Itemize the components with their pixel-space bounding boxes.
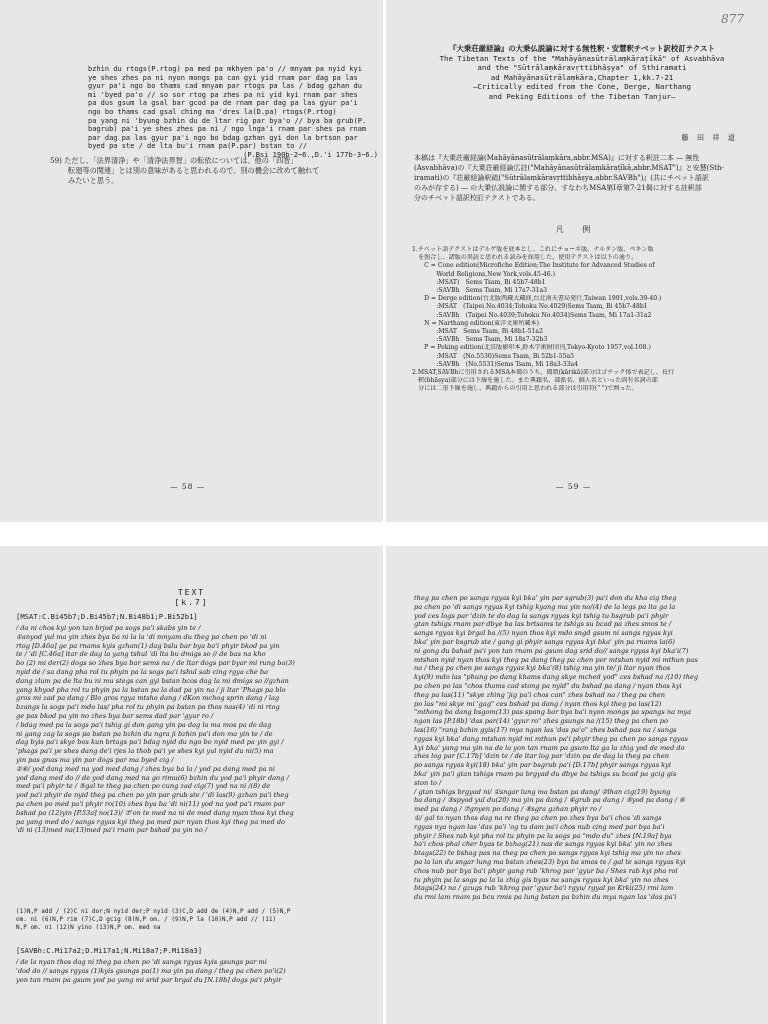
text-line: :SAVBh Sems Tsam, Mi 17a7-31a3 <box>412 287 547 295</box>
text-line: iramati)の『荘厳経論釈疏("Sūtrālaṃkāravṛttibhāṣya,abbr.SAVBh")』(共にチベット語訳 <box>414 174 710 182</box>
page-number: — 58 — <box>170 482 206 491</box>
text-line: rtog [D.46a] ge pa rnams kyis gzhan(1) dag bslu bar bya ba'i phyir bkod pa yin <box>16 641 280 650</box>
text-line: 2.MSAT,SAVBhに引用されるMSA本偈のうち、偈頌(kārikā)部分はゴチック体で表記し、長行 <box>412 369 675 377</box>
text-line: bzangs la sogs pa'i mdo las/ pha rol tu phyin pa bstan pa thos nas(4) 'di ni rtog <box>16 703 280 712</box>
title-en-line: ad Mahāyānasūtrālaṃkāra,Chapter 1,kk.7-21 <box>490 72 674 82</box>
page-58 <box>0 0 383 522</box>
text-line: "mthong ba dang bsgom(13) pas spang bar bya ba'i nyon mongs pa spangs na mya <box>414 708 691 717</box>
text-line: kyi bka' yang ma yin na de la yon tan rnam pa gsum lta ga la zhig yod de med do <box>414 743 685 752</box>
text-line: yod ces logs par 'dzin te do dag la sangs rgyas kyi tshig tu bsgrub pa'i phyir <box>414 611 669 620</box>
title-en-line: —Critically edited from the Cone, Derge, Narthang <box>472 82 692 92</box>
title-ja: 『大乗荘厳経論』の大乗仏説論に対する無性釈・安慧釈チベット訳校訂テクスト <box>449 44 715 53</box>
text-line: na / theg pa chen po sangs rgyas kyi bka'(8) tshig ma yin te/ ji ltar nyan thos <box>414 664 671 673</box>
text-line: / da ni chos kyi yon tan brjod pa sogs pa'i skabs yin te / <box>16 624 201 632</box>
text-line: World Religions,New York,vols.45-46.) <box>412 270 555 278</box>
text-line: ①anyod yul ma yin zhes bya ba ni la la 'di mnyam du theg pa chen po 'di ni <box>16 632 267 641</box>
text-line: :SAVBh Sems Tsam, Mi 18a7-32b3 <box>412 336 548 344</box>
text-line: po las "mi skye mi 'gag" ces bshad pa dang / nyan thos kyi theg pa las(12) <box>414 699 662 708</box>
text-line: po sangs rgyas kyi(18) bka' yin par bsgrub pa'i [D.17b] phyir sangs rgyas kyi <box>414 761 672 770</box>
text-line: gtan tshigs rnam par dbye ba las brtsams te tshigs su bcad pa zhes smos te / <box>414 620 672 629</box>
text-line: (Asvabhāva)の『大乗荘厳経論広註("Mahāyānasūtrālaṃkāraṭīkā,abbr.MSAT")』と安慧(Sth- <box>414 164 724 172</box>
text-line: 'phags pa'i ye shes dang de'i rjes la thob pa'i ye shes kyi yul nyid du ni(5) ma <box>16 747 274 756</box>
text-line: pa yang med do / sangs rgyas kyi theg pa med par nyan thos kyi theg pa med do <box>16 817 286 826</box>
text-line: 1.チベット語テクストはデルゲ版を底本とし、これにチョーネ版、ナルタン版、ペキン版 <box>412 246 654 253</box>
text-line: mi 'byed pa'o // so sor rtog pa zhes pa ni yid kyi rnam par shes <box>88 90 358 99</box>
text-line: 釈(bhāṣya)部分には下線を施した。また典籍名、部派名、個人名といった固有名詞の部 <box>412 377 658 385</box>
text-line: theg pa las(11) "skye zhing 'jig pa'i chos can" zhes bshad na / theg pa chen <box>414 690 666 699</box>
text-line: bka' yin pa'i gtan tshigs rnam pa brgyad du dbye ba tshigs su bcad pa gcig gis <box>414 769 677 778</box>
text-line: を照合し、諸版の異読と思われる読みを採用した。使用テクストは以下の通り。 <box>412 254 638 262</box>
continuation-page <box>386 546 768 1024</box>
text-line: (1)N,P add / (2)C ni dor;N nyid der;P nyid (3)C,D add de (4)N,P add / (5)N,P <box>16 908 291 915</box>
title-en-line: and Peking Editions of the Tibetan Tanjur— <box>488 91 676 101</box>
text-line: tu phyin pa la sogs pa la la zhig gis byas na sangs rgyas kyi bka' yin no zhes <box>414 875 669 884</box>
section-heading: 凡 例 <box>555 225 599 234</box>
variant-readings <box>16 908 376 932</box>
text-line: kyi(9) mdo las "phung po dang khams dang skye mched yod" ces bshad na /(10) theg <box>414 673 699 682</box>
citation-line: (P.Bsi 190b-2~6.,D.'i 177b-3~6.) <box>243 150 378 159</box>
text-line: theg pa chen po sangs rgyas kyi bka' yin par sgrub(3) pa'i don du kha cig theg <box>414 594 677 602</box>
text-line: 分のチベット語訳校訂テクストである。 <box>414 194 540 202</box>
text-line: rgyas nya ngan las 'das pa'i 'og tu dam pa'i chos nub cing med par bya ba'i <box>414 822 665 831</box>
text-line: te / 'di [C.46a] ltar de dag la yang tshul 'di lta bu dmigs so // de bas na kho <box>16 650 266 659</box>
text-line: byed pa ste / de lta bu'i rnam pa(P.par) bstan to // <box>88 142 308 151</box>
text-page <box>0 546 383 1024</box>
text-line: / gtan tshigs brgyad ni/ ①sngar lung ma bstan pa dang/ ②lhan cig(19) byung <box>414 787 671 796</box>
text-line: btags(22) te bshag pas na theg pa chen po sangs rgyas kyi tshig ma yin no zhes <box>414 849 681 858</box>
text-line: chos nub par bya ba'i phyir gang rub 'khrog par 'gyur ba / Shes rab kyi pha rol <box>414 866 678 875</box>
text-line: ston to / <box>414 778 442 787</box>
text-line: ①/ gal to nyan thos dag na re theg pa chen po zhes bya ba'i chos 'di sangs <box>414 813 662 822</box>
author-name: 藤 田 祥 道 <box>681 133 738 142</box>
text-line: 'dod do // sangs rgyas (1)kyis gsungs pa(1) ma yin pa dang / theg pa chen po'i(2) <box>16 966 286 975</box>
text-line: mtshan nyid nyan thos kyi theg pa dang theg pa chen por mtshan nyid mi mthun pas <box>414 655 698 664</box>
intro-paragraph <box>414 153 746 203</box>
text-line: N = Narthang edition(東洋文庫所蔵本) <box>412 319 540 327</box>
text-line: ngo bo thams cad gsal ching ma 'dres la(D.pa) rtogs(P.rtog) <box>88 107 337 116</box>
text-line: par dag pa las gyur pa'i ngo bo bdag gzhan gyi don la brtson par <box>88 133 358 142</box>
title-en-line: The Tibetan Texts of the "Mahāyānasūtrālaṃkāraṭīkā" of Asvabhāva <box>439 53 725 63</box>
text-line: / de la nyan thos dag ni theg pa chen po 'di sangs rgyas kyis gsungs par mi <box>16 958 267 966</box>
text-line: ②⑥/ yod dang med na yod med dang / zhes bya ba la / yod pa dang med pa ni <box>16 764 275 773</box>
footnote-59 <box>50 156 370 186</box>
page-59 <box>386 0 768 522</box>
text-line: ba'i chos phal cher byas te bzhag(21) nas de sangs rgyas kyi bka' yin no zhes <box>414 840 673 849</box>
page-number: — 59 — <box>556 482 592 491</box>
handwritten-number: 877 <box>721 12 744 26</box>
text-line: phyir / Shes rab kyi pha rol tu phyin pa la sogs pa "mdo du" zhes [N.19a] bya <box>414 831 672 840</box>
heading-title: TEXT <box>177 588 206 597</box>
text-line: btags(24) na / gzugs rub 'khrog par 'gyur ba'i rgyu/ rgyal po Krki(25) rmi lam <box>414 884 674 893</box>
text-line: ngan las [P.18b] 'das par(14) 'gyur ro" zhes gsungs na /(15) theg pa chen po <box>414 717 668 726</box>
text-line: yin pas gnas ma yin par dogs par ma byed cig / <box>16 755 174 764</box>
text-line: ni gong du bshad pa'i yon tan rnam pa gsum dag srid do// sangs rgyas kyi bka'i(7) <box>414 646 689 655</box>
text-line: gyur pa'i ngo bo thams cad mnyam par rtogs pa las / bdag gzhan du <box>88 82 362 91</box>
text-line: 'di ni (13)med na(13)med pa'i rnam par bshad pa yin no / <box>16 826 208 835</box>
text-line: :MSAT (No.5530)Sems Tsam, Bi 52b1-55a5 <box>412 352 575 360</box>
text-line: 分には二重下線を施し、典籍からの引用と思われる部分は引用符(" ")で囲った。 <box>412 385 638 393</box>
text-line: :MSAT (Taipei No.4034;Tohoku No.4029)Sems Tsam, Bi 45b7-48b1 <box>412 303 648 311</box>
text-line: ni gang zag la sogs pa bstan pa bzhin du ngra ji bzhin pa'i don ma yin te / de <box>16 729 273 738</box>
text-line: 59) ただし、「法界清浄」や「清浄法界智」の転依については、他の「四智」 <box>50 156 298 165</box>
tibetan-passage <box>88 65 378 160</box>
text-line: ye shes zhes pa ni nyon mongs pa can gyi yid rnam par dag pa las <box>88 73 358 82</box>
text-line: pa chen po 'di sangs rgyas kyi tshig kyang ma yin no/(4) de la legs pa lta ga la <box>414 602 676 611</box>
title-en-line: and the "Sūtrālaṃkāravṛttibhāṣya" of Sthiramati <box>477 63 687 73</box>
text-line: gros mi zad pa dang / Blo gros rgya mtsho dang / dKon mchog sprin dang / lag <box>16 694 280 703</box>
text-line: dang zlum pa de lta bu ni mu stegs can gyi bstan bcos dag la mi dmigs so //gzhan <box>16 676 289 685</box>
text-line: :MSAT Sems Tsam, Bi 48b1-51a2 <box>412 328 543 336</box>
savbh-text <box>16 958 376 984</box>
text-line: bo (2) mi der(2) dogs so zhes bya bar sems na / de ltar dogs par byar mi rung ba(3) <box>16 659 295 668</box>
text-line: N,P om. ni (12)N yino (13)N,P om. med na <box>16 924 161 931</box>
text-line: nyid de / sa dang pha rol tu phyin pa la sogs pa'i tshul sab cing rgya che ba <box>16 667 269 676</box>
savbh-sigla: [SAVBh:C.Mi17a2;D.Mi17a1;N.Mi18a7;P.Mi18a3] <box>16 946 203 955</box>
text-line: P = Peking edition(北京版影印本,鈴木学術財団刊,Tokyo-Kyoto 1957,vol.108.) <box>412 344 651 352</box>
text-line: yod pa'i phyir de nyid theg pa chen po yin par grub ste / 'di las(9) gzhan pa'i theg <box>16 791 289 800</box>
savbh-text-continued <box>414 594 750 902</box>
text-line: 本稿は『大乗荘厳経論(Mahāyānasūtrālaṃkāra,abbr.MSA)』に対する釈註二本 — 無性 <box>414 154 700 162</box>
text-line: pa chen po med pa'i phyir ro(10) zhes bya ba 'di ni(11) yod na yod pa'i rnam par <box>16 799 285 808</box>
text-line: pa chen po las "chos thams cad stong pa nyid" du bshad pa dang / nyan thos kyi <box>414 681 682 690</box>
text-line: med pa'i phyir te / ⑤gal te theg pa chen po cung zad cig(7) yod na ni /(8) de <box>16 782 271 791</box>
text-line: sangs rgyas kyi brgal ba /(5) nyan thos kyi mdo sngd gsum ni sangs rgyas kyi <box>414 629 673 638</box>
text-line: :SAVBh (Taipei No.4039;Tohoku No.4034)Sems Tsam, Mi 17a1-31a2 <box>412 311 652 319</box>
text-line: yod dang med do // de yod dang med na go rimu(6) bzhin du yod pa'i phyir dang / <box>16 773 289 782</box>
text-line: みたいと思う。 <box>68 176 119 185</box>
text-line: bzhin du rtogs(P.rtog) pa med pa mkhyen pa'o // mnyam pa nyid kyi <box>88 65 362 73</box>
text-line: :SAVBh (No.5531)Sems Tsam, Mi 18a3-33a4 <box>412 360 579 368</box>
text-line: :MSAT) Sems Tsam, Bi 45b7-48b1 <box>412 278 546 286</box>
text-line: dag byis pa'i skye bos kun brtags pa'i bdag nyid du ngo bo nyid med pa yin gyi / <box>16 738 284 747</box>
msat-text <box>16 624 376 835</box>
text-line: bshad pa (12)yin [P.53a] no(13)/ ⑦'on te med na ni de med dang nyan thos kyi theg <box>16 808 294 817</box>
text-heading <box>0 588 383 608</box>
text-line: om. ni (6)N,P rim (7)C,D gcig (8)N,P om. / (9)N,P la (10)N,P add // (11) <box>16 916 277 923</box>
text-line: las(16) "rang bzhin gyis(17) mya ngan las 'das pa'o" zhes bshad pas na / sangs <box>414 725 677 734</box>
text-line: du rmi lam rnam pa bcu rmis pa lung bstan pa bzhin du mya ngan las 'das pa'i <box>414 893 677 902</box>
text-line: D = Derge edition(台北版西蔵大蔵経,台北南天書局発行,Taiwan 1991,vols.39-40.) <box>412 295 662 303</box>
text-line: のみが存する) — の大乗仏説論に関する部分、すなわちMSA第I章第7-21偈に対する註釈部 <box>414 184 702 192</box>
text-line: zhes log par [C.17b] 'dzin te / de ltar log par 'dzin pa de dag la theg pa chen <box>414 752 670 761</box>
text-line: pa la lan du sngar lung ma bstan zhes(23) bya ba smos te / gal te sangs rgyas kyi <box>414 857 686 866</box>
text-line: rgyas kyi bka' dang mtshan nyid mi mthun pa'i phyir theg pa chen po sangs rgyas <box>414 734 688 743</box>
text-line: bka' yin par bsgrub ste / gang gi phyir sangs rgyas kyi bka' yin pa rnams la(6) <box>414 637 675 646</box>
text-line: yon tan rnam pa gsum yod pa yang mi srid par brgal du [N.18b] dogs pa'i phyir <box>16 975 282 984</box>
text-line: pa yang ni 'byung bzhin du de ltar rig par bya'o // bya ba grub(P. <box>88 116 367 125</box>
editorial-rules <box>412 246 752 394</box>
text-line: / bdag med pa la sogs pa'i tshig gi don gang yin pa dag la ma mos pa de dag <box>16 720 272 729</box>
heading-verse: [k.7] <box>174 598 209 607</box>
text-line: pa dus gsum la gsal bar gcod pa de rnam par dag pa las gyur pa'i <box>88 99 358 108</box>
text-line: bagrub) pa'i ye shes zhes pa ni / ngo lnga'i rnam par shes pa rnam <box>88 125 367 134</box>
text-line: C = Cone edition(Microfiche Edition;The Institute for Advanced Studies of <box>412 262 655 270</box>
text-line: ge pas bkod pa yin no zhes bya bar sems dad par 'gyur ro / <box>16 711 214 720</box>
msat-sigla: [MSAT:C.Bi45b7;D.Bi45b7;N.Bi48b1;P.Bi52b1] <box>16 612 198 621</box>
text-line: ba dang / ③spyod yul du(20) ma yin pa dang / ④grub pa dang / ⑤yod pa dang / ⑥ <box>414 796 686 805</box>
text-line: 転廻等の関連」とは別の意味があると思われるので、別の機会に改めて触れて <box>68 166 320 175</box>
text-line: yang khyod pha rol tu phyin pa la bstan pa la dad pa yin na / ji ltar 'Phags pa blo <box>16 685 286 694</box>
text-line: med pa dang / ⑦gnyen po dang / ⑧sgra gzhan phyir ro / <box>414 805 602 814</box>
article-title <box>414 44 750 102</box>
